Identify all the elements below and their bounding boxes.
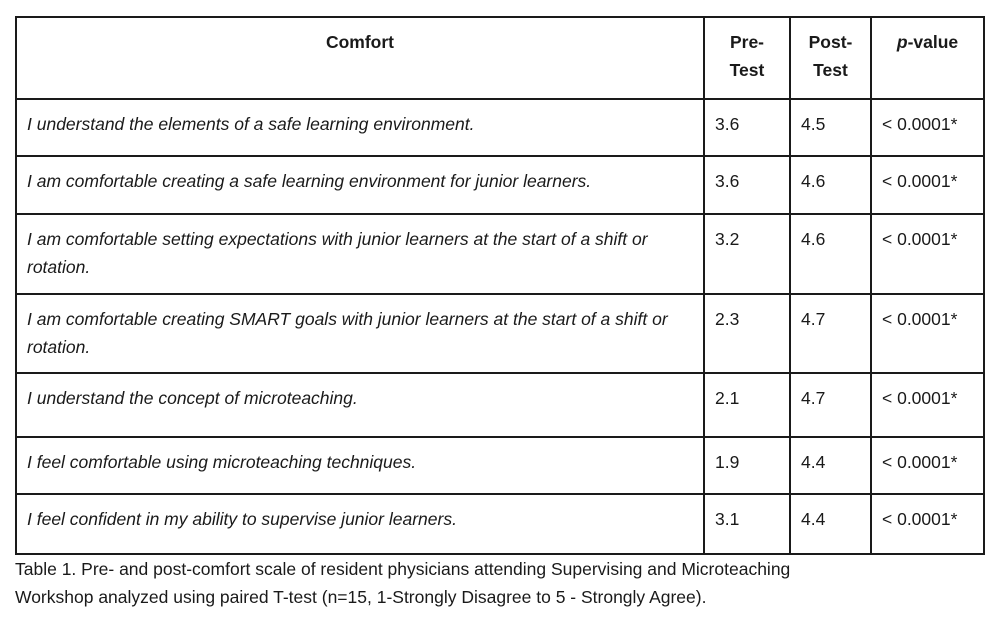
- header-p-value: [871, 17, 984, 99]
- pre-test-cell: 1.9: [704, 437, 790, 494]
- table-row: [16, 214, 984, 294]
- pre-test-cell: 2.3: [704, 294, 790, 373]
- header-pre-test: [704, 17, 790, 99]
- table-row: [16, 156, 984, 214]
- comfort-results-table: [15, 16, 985, 555]
- table-caption: [15, 555, 915, 611]
- post-test-cell: 4.7: [790, 294, 871, 373]
- p-value-cell: < 0.0001*: [871, 294, 984, 373]
- header-pre-line1: Pre-: [729, 32, 765, 52]
- caption-line-1: Table 1. Pre- and post-comfort scale of resident physicians attending Supervising and Microteaching: [15, 559, 791, 579]
- p-value-cell: < 0.0001*: [871, 494, 984, 554]
- table-row: [16, 294, 984, 373]
- header-post-line1: Post-: [808, 32, 853, 52]
- post-test-cell: 4.5: [790, 99, 871, 156]
- header-post-test: [790, 17, 871, 99]
- p-value-cell: < 0.0001*: [871, 214, 984, 294]
- table-row: [16, 437, 984, 494]
- p-value-cell: < 0.0001*: [871, 156, 984, 214]
- header-p-italic: p: [896, 32, 908, 52]
- post-test-cell: 4.4: [790, 437, 871, 494]
- header-row: [16, 17, 984, 99]
- statement-cell: I am comfortable setting expectations with junior learners at the start of a shift or rotation.: [16, 214, 704, 294]
- table-row: [16, 494, 984, 554]
- pre-test-cell: 3.6: [704, 99, 790, 156]
- post-test-cell: 4.4: [790, 494, 871, 554]
- statement-cell: I am comfortable creating a safe learning environment for junior learners.: [16, 156, 704, 214]
- statement-cell: I understand the concept of microteaching.: [16, 373, 704, 437]
- pre-test-cell: 3.1: [704, 494, 790, 554]
- p-value-cell: < 0.0001*: [871, 437, 984, 494]
- header-pre-line2: Test: [729, 60, 765, 80]
- statement-cell: I understand the elements of a safe learning environment.: [16, 99, 704, 156]
- header-comfort-label: Comfort: [325, 32, 395, 52]
- statement-cell: I feel comfortable using microteaching techniques.: [16, 437, 704, 494]
- statement-cell: I am comfortable creating SMART goals with junior learners at the start of a shift or rotation.: [16, 294, 704, 373]
- p-value-cell: < 0.0001*: [871, 373, 984, 437]
- header-comfort: [16, 17, 704, 99]
- table-row: [16, 373, 984, 437]
- pre-test-cell: 2.1: [704, 373, 790, 437]
- statement-cell: I feel confident in my ability to supervise junior learners.: [16, 494, 704, 554]
- post-test-cell: 4.6: [790, 156, 871, 214]
- post-test-cell: 4.6: [790, 214, 871, 294]
- pre-test-cell: 3.6: [704, 156, 790, 214]
- header-post-line2: Test: [813, 60, 848, 80]
- caption-line-2: Workshop analyzed using paired T-test (n=15, 1-Strongly Disagree to 5 - Strongly Agree).: [15, 587, 707, 607]
- pre-test-cell: 3.2: [704, 214, 790, 294]
- p-value-cell: < 0.0001*: [871, 99, 984, 156]
- table-row: [16, 99, 984, 156]
- header-p-rest: -value: [907, 32, 959, 52]
- post-test-cell: 4.7: [790, 373, 871, 437]
